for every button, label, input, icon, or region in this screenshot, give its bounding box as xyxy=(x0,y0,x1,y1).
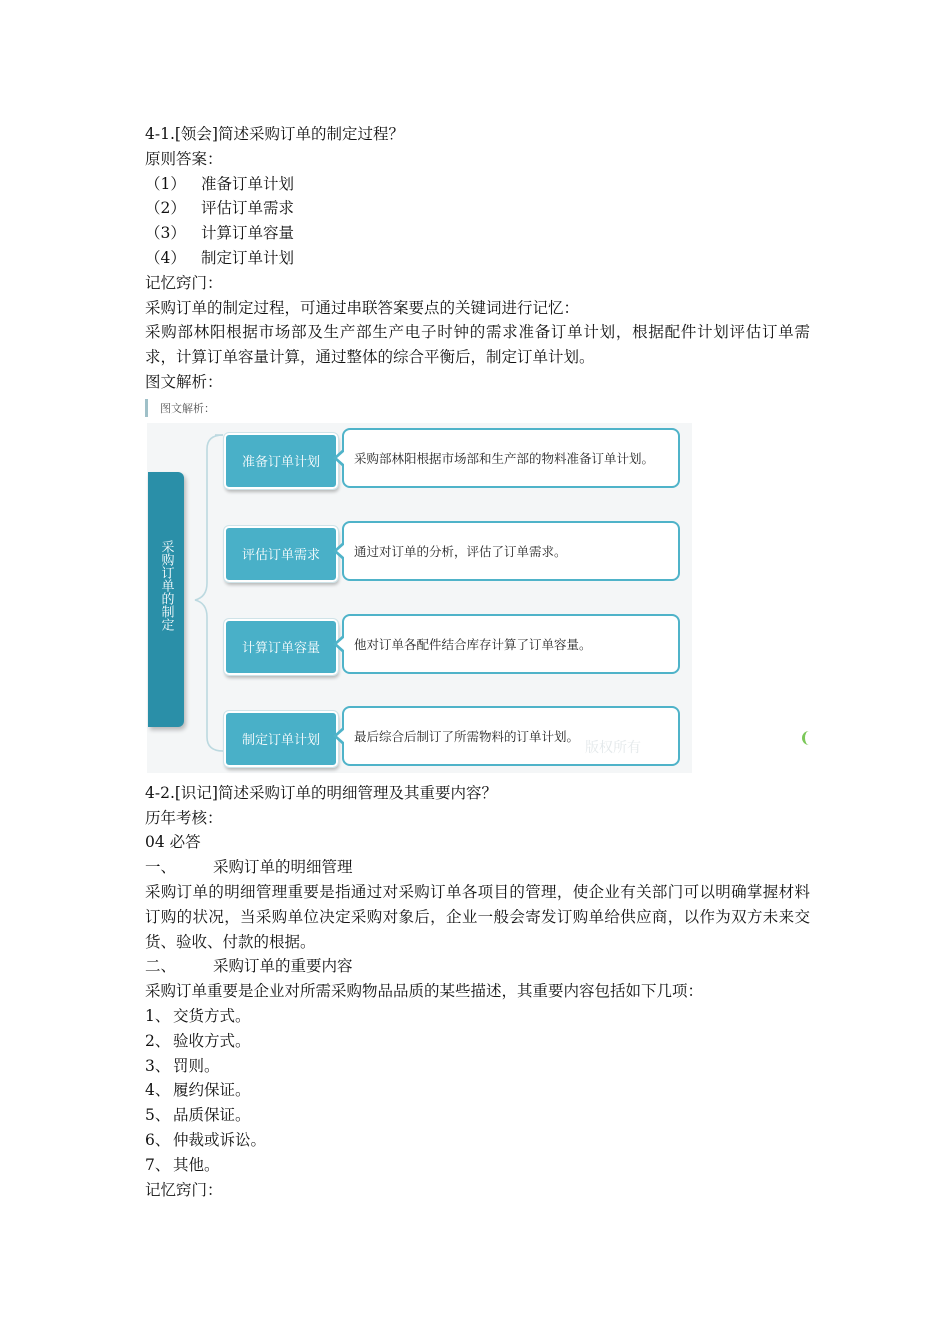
callout-text: 最后综合后制订了所需物料的订单计划。 xyxy=(354,728,580,744)
memory-intro: 采购订单的制定过程，可通过串联答案要点的关键词进行记忆： xyxy=(145,298,580,317)
exam-value: 04 必答 xyxy=(145,833,201,852)
step-callout-calculate xyxy=(342,614,680,674)
item-number: 6、 xyxy=(145,1130,171,1149)
item-text: 准备订单计划 xyxy=(201,174,295,193)
item-text: 其他。 xyxy=(173,1155,220,1174)
green-mark-icon xyxy=(802,731,813,745)
item-number: 2、 xyxy=(145,1031,171,1050)
item-number: （2） xyxy=(145,199,186,218)
item-number: （1） xyxy=(145,174,186,193)
item-number: 4、 xyxy=(145,1081,171,1100)
list-item xyxy=(145,1054,810,1079)
document-page xyxy=(145,122,810,1202)
section-heading xyxy=(145,954,810,979)
item-number: 5、 xyxy=(145,1106,171,1125)
section-paragraph: 采购订单的明细管理重要是指通过对采购订单各项目的管理，使企业有关部门可以明确掌握材料订购的状况，当采购单位决定采购对象后，企业一般会寄发订购单给供应商，以作为双方未来交货、验收、付款的根据。 xyxy=(145,882,810,951)
callout-text: 他对订单各配件结合库存计算了订单容量。 xyxy=(354,636,592,652)
item-number: （4） xyxy=(145,248,186,267)
section-title: 采购订单的明细管理 xyxy=(213,858,353,877)
answer-label: 原则答案： xyxy=(145,149,223,168)
list-item xyxy=(145,246,810,271)
question-1-title: 4-1.[领会]简述采购订单的制定过程？ xyxy=(145,125,404,143)
memory-paragraph: 采购部林阳根据市场部及生产部生产电子时钟的需求准备订单计划，根据配件计划评估订单需求，计算订单容量计算，通过整体的综合平衡后，制定订单计划。 xyxy=(145,323,810,367)
section-title: 采购订单的重要内容 xyxy=(213,957,353,976)
step-node-plan: 制定订单计划 xyxy=(224,711,338,767)
item-number: （3） xyxy=(145,224,186,243)
item-text: 计算订单容量 xyxy=(201,224,295,243)
callout-text: 通过对订单的分析，评估了订单需求。 xyxy=(354,543,567,559)
figure-label: 图文解析： xyxy=(145,372,223,391)
step-callout-plan xyxy=(342,706,680,766)
step-callout-prepare xyxy=(342,428,680,488)
item-number: 1、 xyxy=(145,1006,171,1025)
question-2-title: 4-2.[识记]简述采购订单的明细管理及其重要内容？ xyxy=(145,783,497,802)
item-text: 履约保证。 xyxy=(173,1081,251,1100)
item-text: 制定订单计划 xyxy=(201,248,295,267)
list-item xyxy=(145,1153,810,1178)
step-callout-evaluate xyxy=(342,521,680,581)
list-item xyxy=(145,221,810,246)
list-item xyxy=(145,1128,810,1153)
figure-caption-text: 图文解析： xyxy=(160,401,215,415)
item-text: 仲裁或诉讼。 xyxy=(173,1130,267,1149)
list-item xyxy=(145,1029,810,1054)
list-item xyxy=(145,1103,810,1128)
callout-text: 采购部林阳根据市场部和生产部的物料准备订单计划。 xyxy=(354,450,655,466)
list-item xyxy=(145,1078,810,1103)
memory-label: 记忆窍门： xyxy=(145,273,223,292)
item-text: 罚则。 xyxy=(173,1056,220,1075)
section-number: 二、 xyxy=(145,957,177,976)
memory-label: 记忆窍门： xyxy=(145,1180,223,1199)
item-text: 验收方式。 xyxy=(173,1031,251,1050)
item-number: 3、 xyxy=(145,1056,171,1075)
list-item xyxy=(145,1004,810,1029)
section-paragraph: 采购订单重要是企业对所需采购物品品质的某些描述，其重要内容包括如下几项： xyxy=(145,982,704,1001)
list-item xyxy=(145,172,810,197)
process-diagram xyxy=(145,397,810,777)
item-text: 品质保证。 xyxy=(173,1106,251,1125)
root-node: 采购订单的制定 xyxy=(148,472,184,727)
step-node-calculate: 计算订单容量 xyxy=(224,619,338,675)
exam-label: 历年考核： xyxy=(145,808,223,827)
watermark: 版权所有 xyxy=(585,739,641,756)
section-heading xyxy=(145,855,810,880)
list-item xyxy=(145,196,810,221)
step-node-evaluate: 评估订单需求 xyxy=(224,526,338,582)
section-number: 一、 xyxy=(145,858,177,877)
item-text: 评估订单需求 xyxy=(201,199,295,218)
item-text: 交货方式。 xyxy=(173,1006,251,1025)
step-node-prepare: 准备订单计划 xyxy=(224,433,338,489)
item-number: 7、 xyxy=(145,1155,171,1174)
